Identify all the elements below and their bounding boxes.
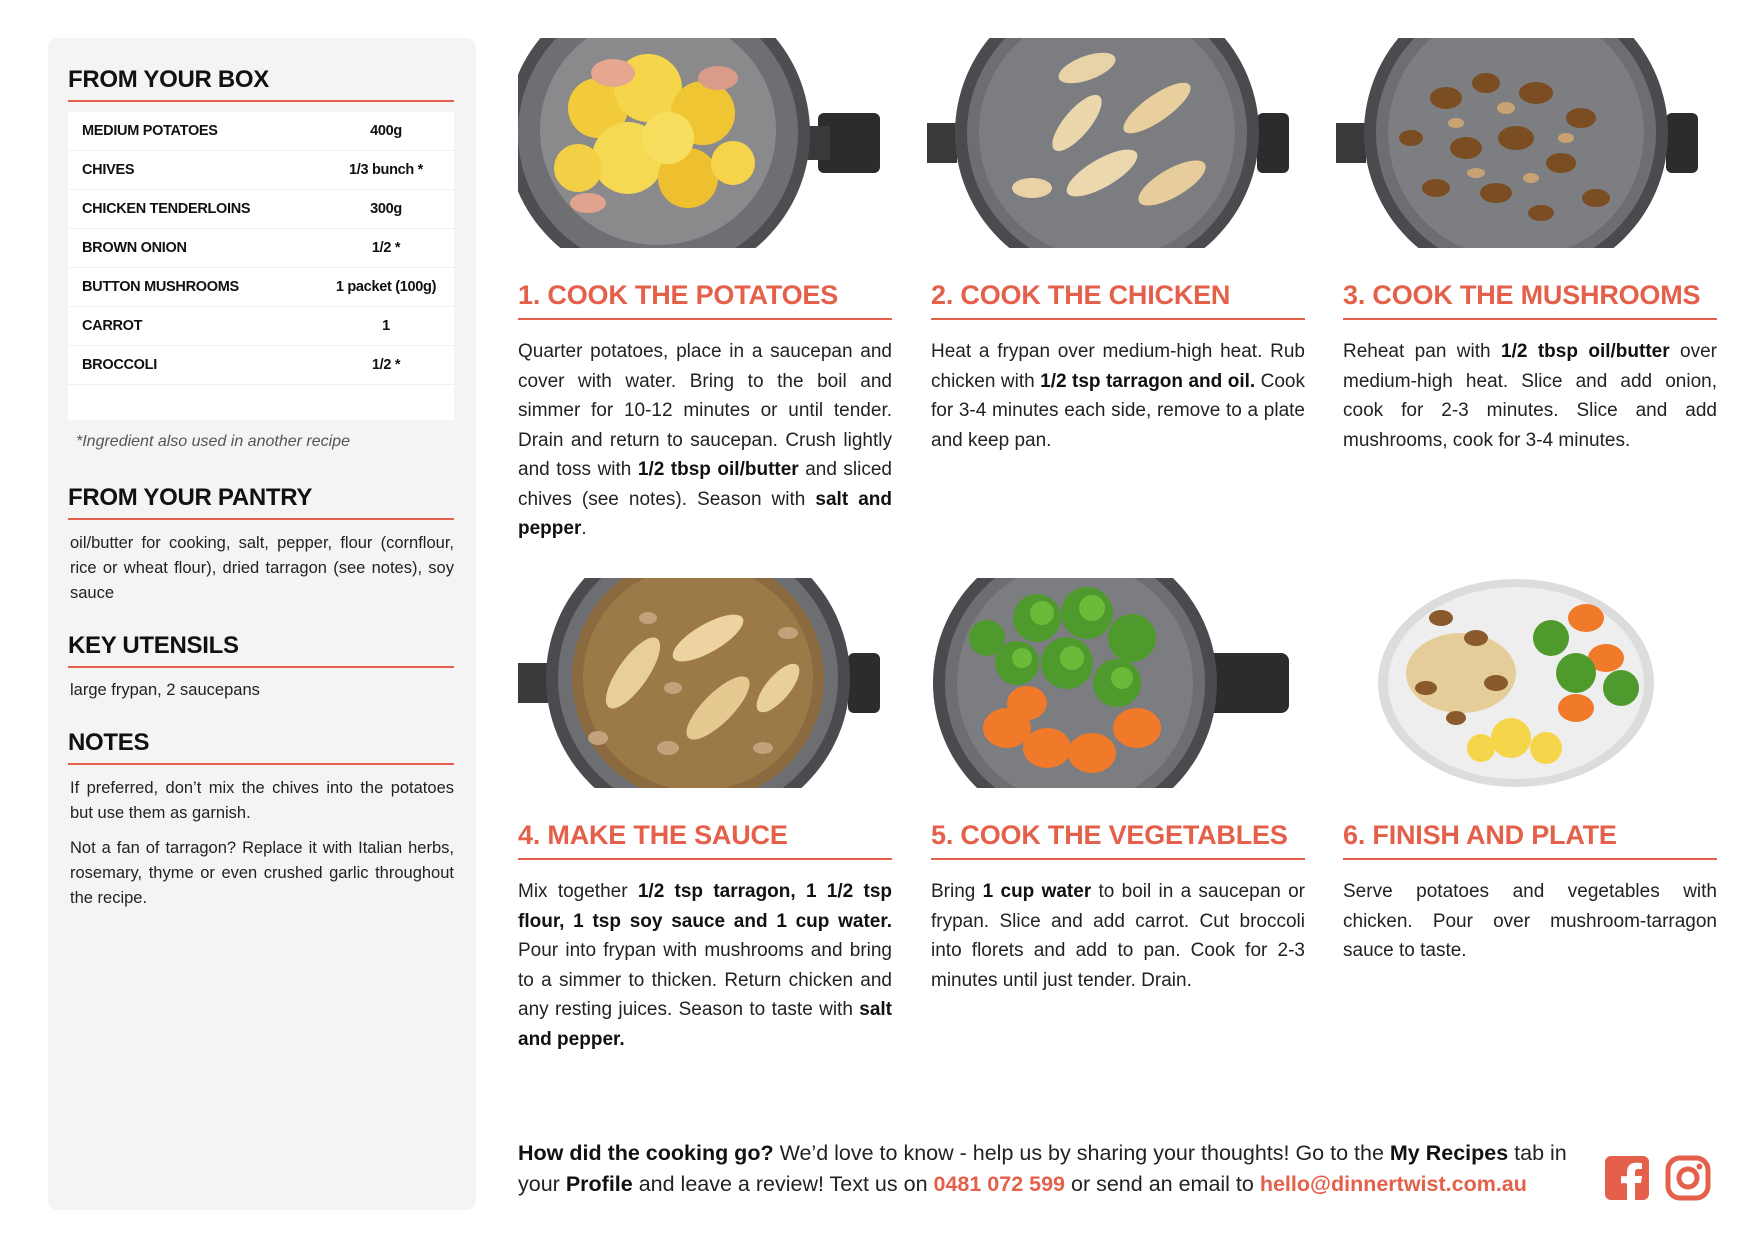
contact-link[interactable]: hello@dinnertwist.com.au [1259, 1172, 1527, 1196]
text-run: Pour into frypan with mushrooms and bring to a simmer to thicken. Return chicken and any resting juices. Season to taste with [518, 940, 892, 1020]
text-run: We’d love to know - help us by sharing your thoughts! Go to the [773, 1141, 1390, 1165]
from-box-heading: FROM YOUR BOX [68, 66, 454, 102]
text-run: Mix together [518, 881, 638, 902]
bold-text: Profile [565, 1172, 633, 1196]
ingredient-qty: 300g [370, 201, 402, 217]
notes-heading: NOTES [68, 729, 454, 765]
bold-text: salt and pepper [518, 488, 892, 539]
ingredient-row [68, 190, 454, 229]
step-heading: 1. COOK THE POTATOES [518, 280, 892, 320]
bold-text: 1/2 tbsp oil/butter [637, 459, 799, 480]
pantry-heading: FROM YOUR PANTRY [68, 484, 454, 520]
ingredient-row [68, 268, 454, 307]
text-run: Serve potatoes and vegetables with chicken. Pour over mushroom-tarragon sauce to taste. [1343, 881, 1717, 961]
step-photo-vegetables [927, 578, 1289, 788]
text-run: . [581, 518, 587, 539]
instagram-icon[interactable] [1665, 1155, 1711, 1201]
ingredient-qty: 1/2 * [371, 357, 401, 373]
step-photo-sauce [518, 578, 880, 788]
ingredient-row [68, 307, 454, 346]
text-run: and leave a review! Text us on [632, 1172, 934, 1196]
step-photo-mushrooms [1336, 38, 1698, 248]
ingredient-footnote: *Ingredient also used in another recipe [76, 433, 350, 450]
ingredient-row [68, 112, 454, 151]
ingredient-table [68, 112, 454, 420]
step-text [931, 877, 1305, 995]
step-heading: 2. COOK THE CHICKEN [931, 280, 1305, 320]
facebook-icon[interactable] [1604, 1155, 1650, 1201]
step-heading: 6. FINISH AND PLATE [1343, 820, 1717, 860]
step-text [1343, 877, 1717, 966]
utensils-text: large frypan, 2 saucepans [70, 681, 260, 699]
ingredient-qty: 400g [370, 123, 402, 139]
ingredient-name: CARROT [82, 318, 143, 334]
text-run: or send an email to [1065, 1172, 1260, 1196]
step-heading: 5. COOK THE VEGETABLES [931, 820, 1305, 860]
ingredient-row [68, 229, 454, 268]
bold-text: 1 cup water [982, 881, 1092, 902]
text-run: to boil in a saucepan or frypan. Slice and add carrot. Cut broccoli into florets and add to pan. Cook for 2-3 minutes until just tender. Drain. [931, 881, 1306, 991]
text-run: Bring [931, 881, 983, 902]
utensils-heading: KEY UTENSILS [68, 632, 454, 668]
ingredient-row [68, 151, 454, 190]
ingredient-name: CHIVES [82, 162, 135, 178]
notes-paragraph: If preferred, don’t mix the chives into the potatoes but use them as garnish. [70, 779, 454, 822]
step-heading: 3. COOK THE MUSHROOMS [1343, 280, 1717, 320]
bold-text: My Recipes [1389, 1141, 1509, 1165]
step-text [518, 877, 892, 1054]
bold-text: How did the cooking go? [518, 1141, 774, 1165]
text-run: Cook for 3-4 minutes each side, remove to a plate and keep pan. [931, 370, 1305, 451]
bold-text: salt and pepper. [518, 999, 892, 1050]
text-run: over medium-high heat. Slice and add onion, cook for 2-3 minutes. Slice and add mushrooms, cook for 3-4 minutes. [1343, 341, 1717, 451]
bold-text: 1/2 tsp tarragon and oil. [1040, 370, 1256, 392]
ingredient-name: BUTTON MUSHROOMS [82, 279, 239, 295]
text-run: Quarter potatoes, place in a saucepan and cover with water. Bring to the boil and simmer for 10-12 minutes or until tender. Drain and return to saucepan. Crush lightly and toss with [518, 341, 892, 480]
ingredient-name: BROCCOLI [82, 357, 157, 373]
ingredient-qty: 1 packet (100g) [335, 279, 437, 295]
ingredient-qty: 1/2 * [371, 240, 401, 256]
ingredient-qty: 1 [382, 318, 390, 334]
step-text [1343, 337, 1717, 455]
step-heading: 4. MAKE THE SAUCE [518, 820, 892, 860]
notes-paragraph: Not a fan of tarragon? Replace it with Italian herbs, rosemary, thyme or even crushed garlic throughout the recipe. [70, 839, 454, 907]
contact-link[interactable]: 0481 072 599 [933, 1172, 1066, 1196]
ingredient-qty: 1/3 bunch * [348, 162, 424, 178]
sidebar-panel [48, 38, 476, 1210]
pantry-text: oil/butter for cooking, salt, pepper, flour (cornflour, rice or wheat flour), dried tarragon (see notes), soy sauce [70, 534, 454, 602]
text-run: Heat a frypan over medium-high heat. Rub chicken with [931, 341, 1305, 392]
text-run: Reheat pan with [1343, 341, 1501, 362]
step-photo-potatoes [518, 38, 880, 248]
ingredient-name: BROWN ONION [82, 240, 187, 256]
bold-text: 1/2 tbsp oil/butter [1501, 341, 1670, 362]
ingredient-row [68, 346, 454, 385]
step-text [931, 337, 1305, 455]
ingredient-name: MEDIUM POTATOES [82, 123, 218, 139]
step-photo-chicken [927, 38, 1289, 248]
text-run: and sliced chives (see notes). Season with [518, 459, 892, 510]
step-text [518, 337, 892, 544]
step-photo-plate [1336, 578, 1698, 788]
ingredient-name: CHICKEN TENDERLOINS [82, 201, 251, 217]
text-run: tab in your [518, 1141, 1567, 1196]
review-prompt [518, 1138, 1578, 1200]
bold-text: 1/2 tsp tarragon, 1 1/2 tsp flour, 1 tsp soy sauce and 1 cup water. [518, 881, 892, 932]
